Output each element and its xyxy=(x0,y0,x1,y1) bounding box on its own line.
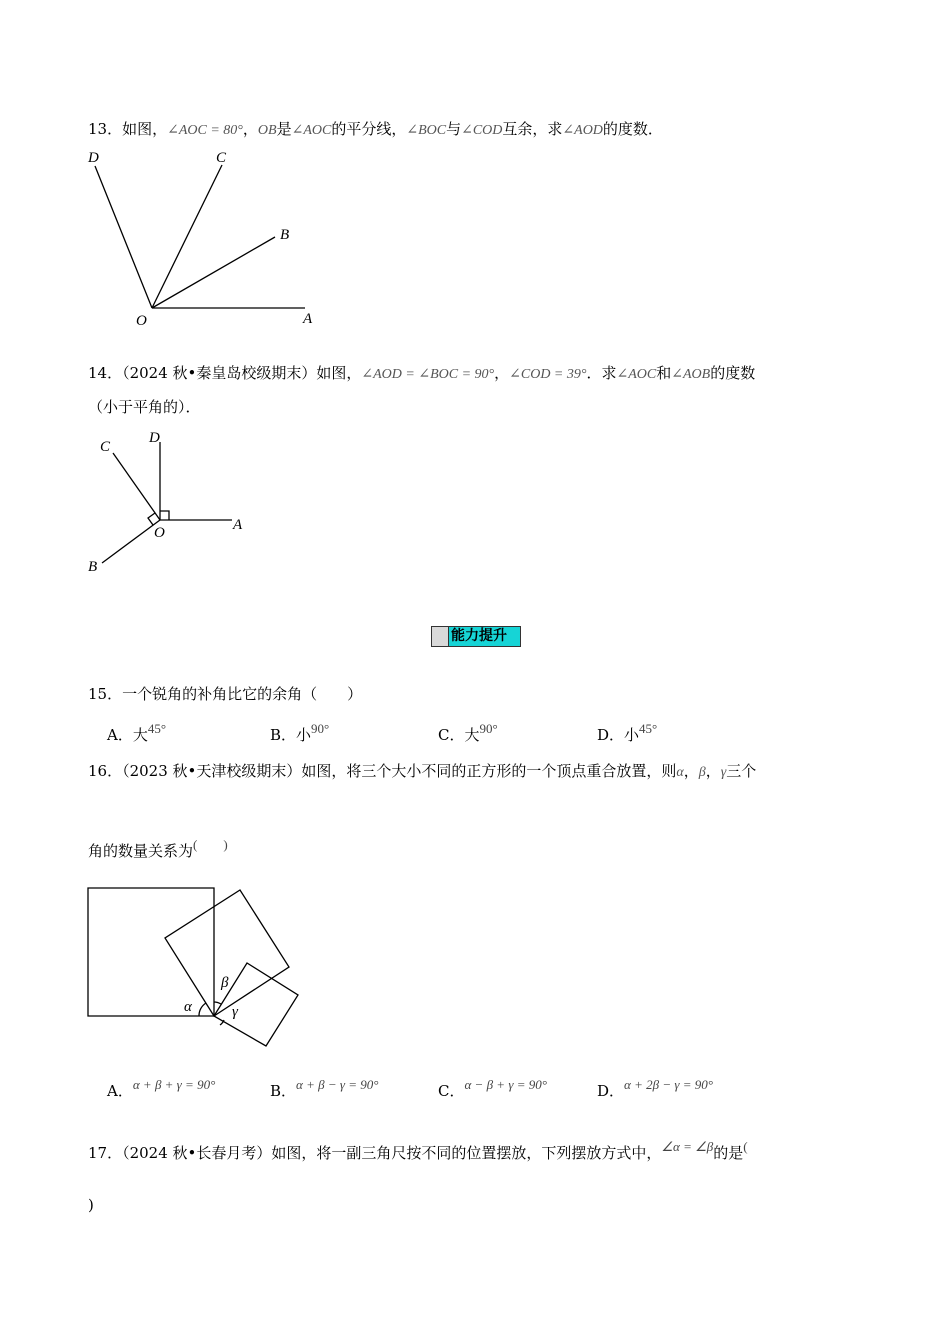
q14-text: 14．（2024 秋•秦皇岛校级期末）如图，∠AOD = ∠BOC = 90°，∠COD = 39°．求∠AOC和∠AOB的度数 xyxy=(88,364,756,382)
beta-arc xyxy=(214,1002,221,1004)
q16-math-gamma: γ xyxy=(720,765,727,780)
label-beta: β xyxy=(221,975,229,991)
q16-answer-paren: ( ) xyxy=(193,837,228,852)
q13-math-2: OB xyxy=(257,123,277,138)
q13-figure xyxy=(80,145,330,330)
q14-text-line2: （小于平角的）． xyxy=(88,398,201,416)
q13-text: 13．如图，∠AOC = 80°，OB是∠AOC的平分线，∠BOC与∠COD互余，求∠AOD的度数． xyxy=(88,120,663,138)
medium-square xyxy=(165,890,289,1016)
q17-math-1: ∠α = ∠β xyxy=(661,1139,714,1154)
q14-math-1: ∠AOD = ∠BOC = 90° xyxy=(361,367,495,382)
ray-OC xyxy=(113,453,160,520)
q13-math-4: ∠BOC xyxy=(406,123,447,138)
label-C: C xyxy=(100,439,111,455)
q16-option-a[interactable]: A．α + β + γ = 90° xyxy=(107,1077,216,1100)
right-angle-mark-BOC xyxy=(148,513,155,525)
label-O: O xyxy=(154,525,165,541)
q15-option-a[interactable]: A．大45° xyxy=(107,721,167,744)
q16-text-line2: 角的数量关系为( ) xyxy=(88,837,228,860)
q13-math-1: ∠AOC = 80° xyxy=(167,123,243,138)
large-square xyxy=(88,888,214,1016)
q15-text: 15．一个锐角的补角比它的余角（ ） xyxy=(88,685,363,703)
label-A: A xyxy=(303,311,313,327)
q17-paren-close: ) xyxy=(88,1196,94,1214)
label-C: C xyxy=(216,150,227,166)
q13-math-3: ∠AOC xyxy=(291,123,332,138)
label-A: A xyxy=(233,517,243,533)
ray-OC xyxy=(152,165,222,308)
q16-math-alpha: α xyxy=(676,765,684,780)
q17-paren-open: ( xyxy=(743,1139,748,1154)
q16-option-b[interactable]: B．α + β − γ = 90° xyxy=(270,1077,379,1100)
q14-math-4: ∠AOB xyxy=(671,367,711,382)
q17-text: 17．（2024 秋•长春月考）如图，将一副三角尺按不同的位置摆放，下列摆放方式中，∠α = ∠β的是( xyxy=(88,1139,748,1162)
right-angle-mark-AOD xyxy=(160,511,169,520)
ray-OB xyxy=(102,520,160,563)
q16-figure xyxy=(80,880,315,1050)
label-O: O xyxy=(136,313,147,329)
q16-option-d[interactable]: D．α + 2β − γ = 90° xyxy=(597,1077,713,1100)
section-heading xyxy=(431,626,521,647)
q16-option-c[interactable]: C．α − β + γ = 90° xyxy=(438,1077,547,1100)
q13-math-6: ∠AOD xyxy=(562,123,603,138)
alpha-arc xyxy=(199,1003,206,1016)
label-D: D xyxy=(149,430,160,446)
label-alpha: α xyxy=(184,999,192,1015)
label-B: B xyxy=(280,227,290,243)
q14-figure xyxy=(80,425,260,580)
q14-math-3: ∠AOC xyxy=(616,367,657,382)
section-heading-box xyxy=(432,627,449,646)
ray-OD xyxy=(95,166,152,308)
label-gamma: γ xyxy=(232,1004,238,1020)
q15-option-c[interactable]: C．大90° xyxy=(438,721,498,744)
q16-text: 16．（2023 秋•天津校级期末）如图，将三个大小不同的正方形的一个顶点重合放置，则α，β，γ三个 xyxy=(88,762,757,780)
ray-OB xyxy=(152,237,275,308)
q15-option-d[interactable]: D．小45° xyxy=(597,721,658,744)
q15-option-b[interactable]: B．小90° xyxy=(270,721,330,744)
q14-math-2: ∠COD = 39° xyxy=(509,367,587,382)
label-B: B xyxy=(88,559,98,575)
label-D: D xyxy=(88,150,99,166)
q13-math-5: ∠COD xyxy=(461,123,503,138)
section-heading-title: 能力提升 xyxy=(451,628,507,644)
q16-math-beta: β xyxy=(698,765,706,780)
